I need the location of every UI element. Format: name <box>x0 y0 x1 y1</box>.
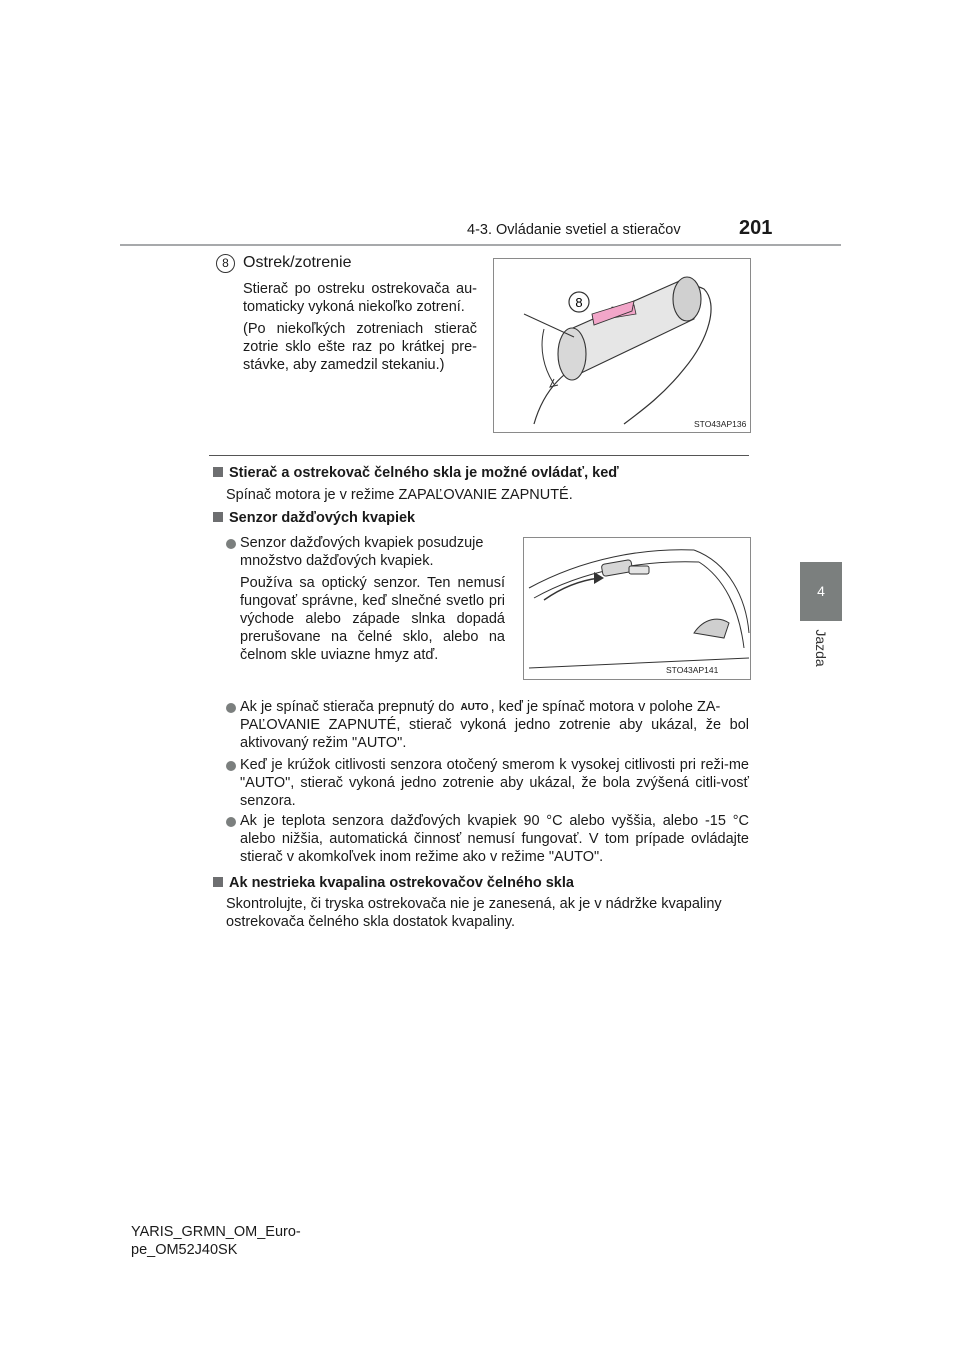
header-rule <box>120 244 841 246</box>
rain-sensor-illustration <box>524 538 750 679</box>
figure-code: STO43AP141 <box>666 665 719 675</box>
section-heading-3 <box>213 875 574 891</box>
running-header: 4-3. Ovládanie svetiel a stieračov <box>467 222 681 238</box>
bullet-4-text: Ak je teplota senzora dažďových kvapiek 90 °C alebo vyššia, alebo -15 °C alebo nižšia, automatická činnosť nemusí fungovať. V tom prípade ovládajte stierač v akomkoľvek inom režime ako v režime "AUTO". <box>240 813 749 865</box>
bullet-2-line-1 <box>240 698 749 717</box>
square-bullet-icon <box>213 512 223 522</box>
section-heading-1-text: Stierač a ostrekovač čelného skla je možné ovládať, keď <box>229 465 619 481</box>
step-paragraph-2: (Po niekoľkých zotreniach stierač zotrie sklo ešte raz po krátkej pre-stávke, aby zamedzil stekaniu.) <box>243 321 477 373</box>
circle-bullet-icon <box>226 817 236 827</box>
wiper-stalk-figure <box>493 258 751 433</box>
step-paragraph-1: Stierač po ostreku ostrekovača au-tomaticky vykoná niekoľko zotrení. <box>243 281 477 315</box>
section-rule <box>209 455 749 456</box>
section-1-text: Spínač motora je v režime ZAPAĽOVANIE ZAPNUTÉ. <box>226 487 573 503</box>
footer-doc-id <box>131 1223 301 1259</box>
step-number-badge: 8 <box>216 254 235 273</box>
chapter-number: 4 <box>817 583 825 599</box>
section-heading-2 <box>213 510 415 526</box>
chapter-label <box>803 626 839 670</box>
section-heading-1 <box>213 465 619 481</box>
page-number: 201 <box>739 217 773 239</box>
square-bullet-icon <box>213 877 223 887</box>
square-bullet-icon <box>213 467 223 477</box>
figure-step-badge: 8 <box>575 295 583 310</box>
section-3-text: Skontrolujte, či tryska ostrekovača nie je zanesená, ak je v nádržke kvapaliny ostrekovača čelného skla dostatok kvapaliny. <box>226 896 722 930</box>
footer-line-1: YARIS_GRMN_OM_Euro- <box>131 1224 301 1240</box>
wiper-stalk-illustration <box>494 259 750 432</box>
step-title: Ostrek/zotrenie <box>243 254 352 271</box>
circle-bullet-icon <box>226 539 236 549</box>
bullet-2-text-pre: Ak je spínač stierača prepnutý do <box>240 699 455 715</box>
figure-code: STO43AP136 <box>694 419 747 429</box>
bullet-3-text: Keď je krúžok citlivosti senzora otočený smerom k vysokej citlivosti pri reži-me "AUTO", stierač vykoná jedno zotrenie aby ukázal, že bola zvýšená citli-vosť senzora. <box>240 757 749 809</box>
circle-bullet-icon <box>226 703 236 713</box>
chapter-tab <box>800 562 842 621</box>
bullet-1-paragraph-2: Používa sa optický senzor. Ten nemusí fungovať správne, keď slnečné svetlo pri východe alebo západe slnka dopadá prerušovane na čelné sklo, alebo na čelnom skle uviazne hmyz atď. <box>240 575 505 663</box>
bullet-1-line-1: Senzor dažďových kvapiek posudzuje <box>240 535 484 551</box>
rain-sensor-figure <box>523 537 751 680</box>
bullet-2-rest: PAĽOVANIE ZAPNUTÉ, stierač vykoná jedno zotrenie aby ukázal, že bol aktivovaný režim "AUTO". <box>240 717 749 751</box>
section-heading-2-text: Senzor dažďových kvapiek <box>229 510 416 526</box>
auto-mode-icon: AUTO <box>460 702 489 713</box>
bullet-1-line-2: množstvo dažďových kvapiek. <box>240 553 434 569</box>
footer-line-2: pe_OM52J40SK <box>131 1242 238 1258</box>
section-heading-3-text: Ak nestrieka kvapalina ostrekovačov čelného skla <box>229 875 574 891</box>
bullet-2-text-post: , keď je spínač motora v polohe ZA- <box>490 699 721 715</box>
chapter-name: Jazda <box>813 629 829 667</box>
circle-bullet-icon <box>226 761 236 771</box>
